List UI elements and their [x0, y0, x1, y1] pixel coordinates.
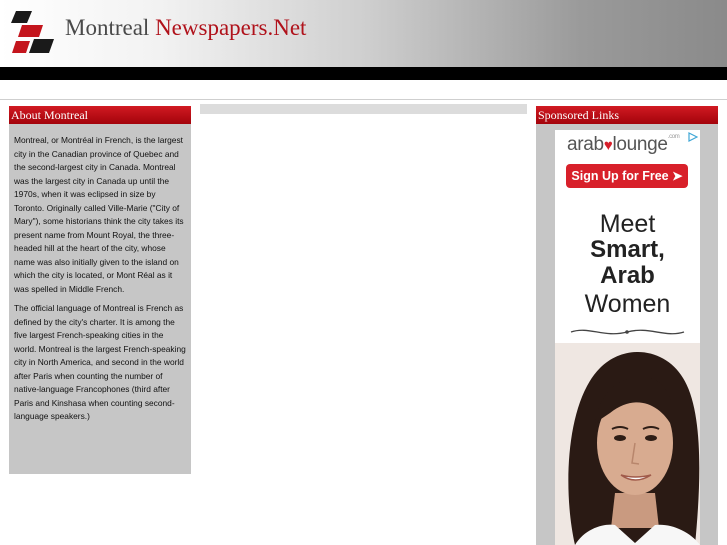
- ad-brand-part1: arab: [567, 134, 604, 155]
- sponsored-panel: [536, 106, 718, 545]
- newspaper-logo-icon[interactable]: [10, 10, 56, 56]
- ad-signup-button[interactable]: [566, 164, 688, 188]
- woman-photo: [555, 343, 700, 545]
- nav-bar: [0, 67, 727, 80]
- divider: [0, 99, 727, 100]
- ad-line-4: Women: [584, 290, 671, 318]
- ad-line-2: Smart,: [590, 236, 665, 263]
- about-panel-body: [9, 124, 191, 424]
- adchoices-icon[interactable]: [688, 132, 698, 142]
- ad-brand: [567, 134, 680, 156]
- about-panel: [9, 106, 191, 474]
- site-title-part1: Montreal: [65, 15, 150, 40]
- about-panel-heading: About Montreal: [9, 106, 191, 124]
- heart-icon: ♥: [603, 137, 613, 154]
- ad-line-1: Meet: [599, 210, 656, 238]
- sponsored-panel-heading: Sponsored Links: [536, 106, 718, 124]
- content-placeholder-bar: [200, 104, 527, 114]
- ad-signup-label: Sign Up for Free: [571, 169, 669, 183]
- ad-brand-part2: lounge: [612, 134, 668, 155]
- about-paragraph-1: Montreal, or Montréal in French, is the largest city in the Canadian province of Quebec and the second-largest city in Canada. Montreal was the largest city in Canada up until the 1970s, when it was eclipsed in size by Toronto. Originally called Ville-Marie ("City of Mary"), some historians think the city takes its present name from Mount Royal, the three-headed hill at the heart of the city, whose name was also initially given to the island on which the city is located, or Mont Réal as it was spelled in Middle French.: [14, 135, 184, 294]
- ad-brand-suffix: .com: [667, 134, 680, 140]
- arrow-right-icon: ➤: [672, 169, 683, 183]
- about-paragraph-2: The official language of Montreal is French as defined by the city's charter. It is among the five largest French-speaking cities in the world. Montreal is the largest French-speaking city in North America, and second in the world after Paris when counting the number of native-language Francophones (third after Paris and Kinshasa when counting second-language speakers.): [14, 303, 186, 421]
- swirl-ornament-icon: [569, 326, 686, 338]
- banner-ad[interactable]: [555, 130, 700, 545]
- site-header: [0, 0, 727, 67]
- ad-line-3: Arab: [600, 262, 655, 289]
- site-title[interactable]: [65, 15, 306, 41]
- site-title-part2: Newspapers.Net: [155, 15, 307, 40]
